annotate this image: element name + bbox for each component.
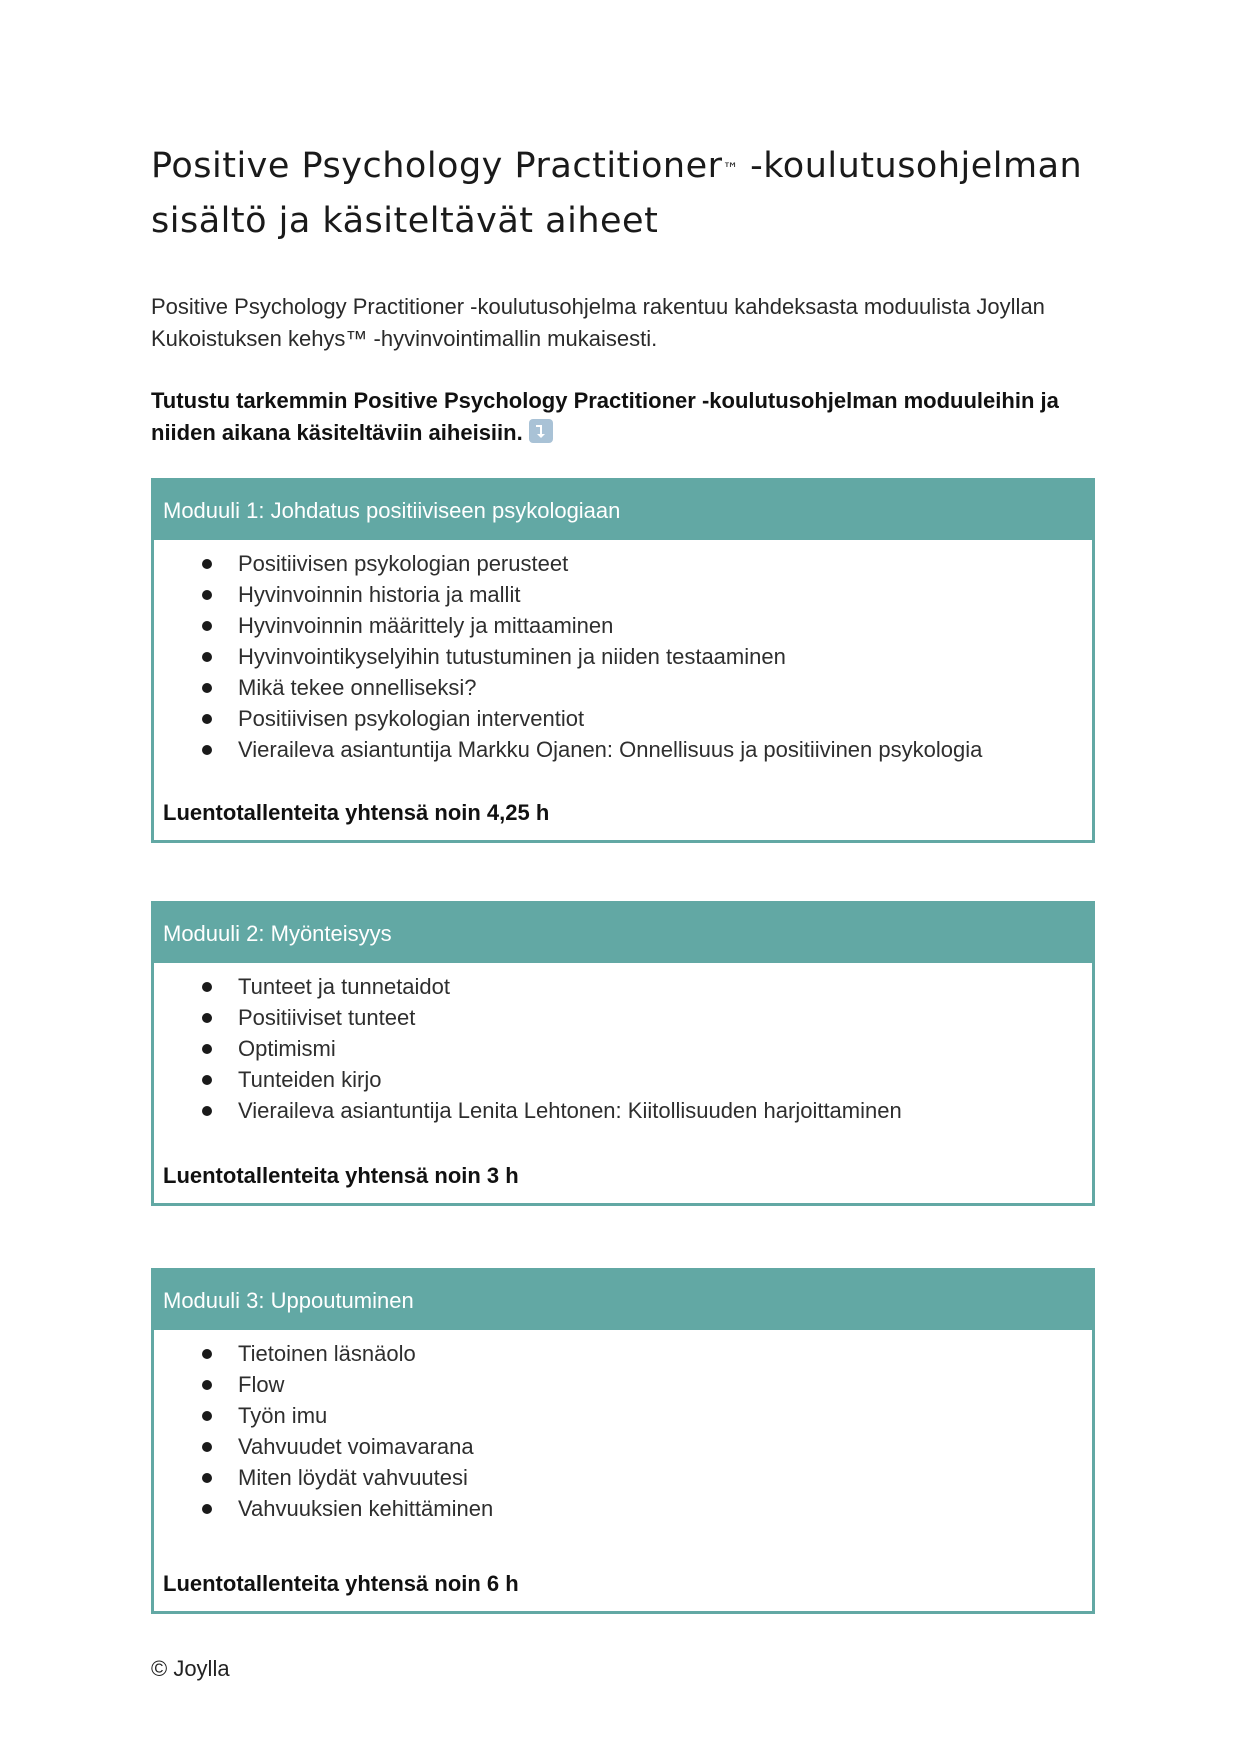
bullet-icon	[202, 1442, 212, 1452]
list-item-text: Työn imu	[238, 1403, 328, 1428]
list-item-text: Vieraileva asiantuntija Markku Ojanen: Onnellisuus ja positiivinen psykologia	[238, 737, 983, 762]
bullet-icon	[202, 982, 212, 992]
list-item	[154, 1338, 1092, 1369]
list-item-text: Tunteet ja tunnetaidot	[238, 974, 451, 999]
list-item-text: Vieraileva asiantuntija Lenita Lehtonen: Kiitollisuuden harjoittaminen	[238, 1098, 902, 1123]
module-total-duration: Luentotallenteita yhtensä noin 6 h	[163, 1571, 519, 1596]
module-topic-list	[154, 1330, 1092, 1524]
trademark-symbol: ™	[722, 159, 739, 178]
list-item-text: Vahvuudet voimavarana	[238, 1434, 474, 1459]
list-item	[154, 703, 1092, 734]
module-total-duration: Luentotallenteita yhtensä noin 3 h	[163, 1163, 519, 1188]
list-item	[154, 1002, 1092, 1033]
bullet-icon	[202, 1044, 212, 1054]
bullet-icon	[202, 1504, 212, 1514]
list-item-text: Tunteiden kirjo	[238, 1067, 382, 1092]
bullet-icon	[202, 745, 212, 755]
bullet-icon	[202, 590, 212, 600]
list-item	[154, 1033, 1092, 1064]
lead-text: Tutustu tarkemmin Positive Psychology Practitioner -koulutusohjelman moduuleihin ja niiden aikana käsiteltäviin aiheisiin.	[151, 388, 1059, 445]
list-item-text: Miten löydät vahvuutesi	[238, 1465, 468, 1490]
page-title	[151, 140, 1095, 247]
list-item	[154, 672, 1092, 703]
list-item	[154, 971, 1092, 1002]
list-item-text: Mikä tekee onnelliseksi?	[238, 675, 477, 700]
list-item	[154, 610, 1092, 641]
bullet-icon	[202, 1473, 212, 1483]
bullet-icon	[202, 1380, 212, 1390]
list-item	[154, 579, 1092, 610]
list-item-text: Positiiviset tunteet	[238, 1005, 416, 1030]
module-card-3	[151, 1268, 1095, 1614]
list-item	[154, 1369, 1092, 1400]
document-page	[151, 140, 1095, 1596]
intro-paragraph: Positive Psychology Practitioner -koulutusohjelma rakentuu kahdeksasta moduulista Joyllan Kukoistuksen kehys™ -hyvinvointimallin mukaisesti.	[151, 294, 1045, 351]
list-item-text: Positiivisen psykologian interventiot	[238, 706, 585, 731]
list-item	[154, 548, 1092, 579]
list-item	[154, 1064, 1092, 1095]
down-arrow-icon	[529, 419, 553, 443]
module-header: Moduuli 3: Uppoutuminen	[154, 1271, 1092, 1330]
bullet-icon	[202, 1013, 212, 1023]
bullet-icon	[202, 652, 212, 662]
bullet-icon	[202, 1349, 212, 1359]
module-header: Moduuli 2: Myönteisyys	[154, 904, 1092, 963]
list-item-text: Tietoinen läsnäolo	[238, 1341, 416, 1366]
module-total-duration: Luentotallenteita yhtensä noin 4,25 h	[163, 800, 550, 825]
bullet-icon	[202, 1106, 212, 1116]
bullet-icon	[202, 559, 212, 569]
list-item	[154, 1462, 1092, 1493]
bullet-icon	[202, 1411, 212, 1421]
module-card-1	[151, 478, 1095, 843]
list-item-text: Flow	[238, 1372, 285, 1397]
bullet-icon	[202, 1075, 212, 1085]
list-item-text: Positiivisen psykologian perusteet	[238, 551, 569, 576]
bullet-icon	[202, 621, 212, 631]
bullet-icon	[202, 683, 212, 693]
list-item	[154, 734, 1092, 765]
bullet-icon	[202, 714, 212, 724]
list-item-text: Hyvinvoinnin historia ja mallit	[238, 582, 521, 607]
title-line2: sisältö ja käsiteltävät aiheet	[151, 201, 659, 241]
module-card-2	[151, 901, 1095, 1206]
list-item-text: Vahvuuksien kehittäminen	[238, 1496, 494, 1521]
module-topic-list	[154, 540, 1092, 765]
title-part2: -koulutusohjelman	[738, 146, 1083, 186]
list-item	[154, 1400, 1092, 1431]
copyright-footer: © Joylla	[151, 1656, 230, 1681]
module-topic-list	[154, 963, 1092, 1126]
list-item	[154, 641, 1092, 672]
list-item	[154, 1095, 1092, 1126]
list-item-text: Optimismi	[238, 1036, 336, 1061]
module-header: Moduuli 1: Johdatus positiiviseen psykologiaan	[154, 481, 1092, 540]
lead-paragraph	[151, 385, 1095, 449]
list-item-text: Hyvinvoinnin määrittely ja mittaaminen	[238, 613, 614, 638]
list-item	[154, 1493, 1092, 1524]
list-item	[154, 1431, 1092, 1462]
list-item-text: Hyvinvointikyselyihin tutustuminen ja niiden testaaminen	[238, 644, 786, 669]
title-part1: Positive Psychology Practitioner	[151, 146, 723, 186]
